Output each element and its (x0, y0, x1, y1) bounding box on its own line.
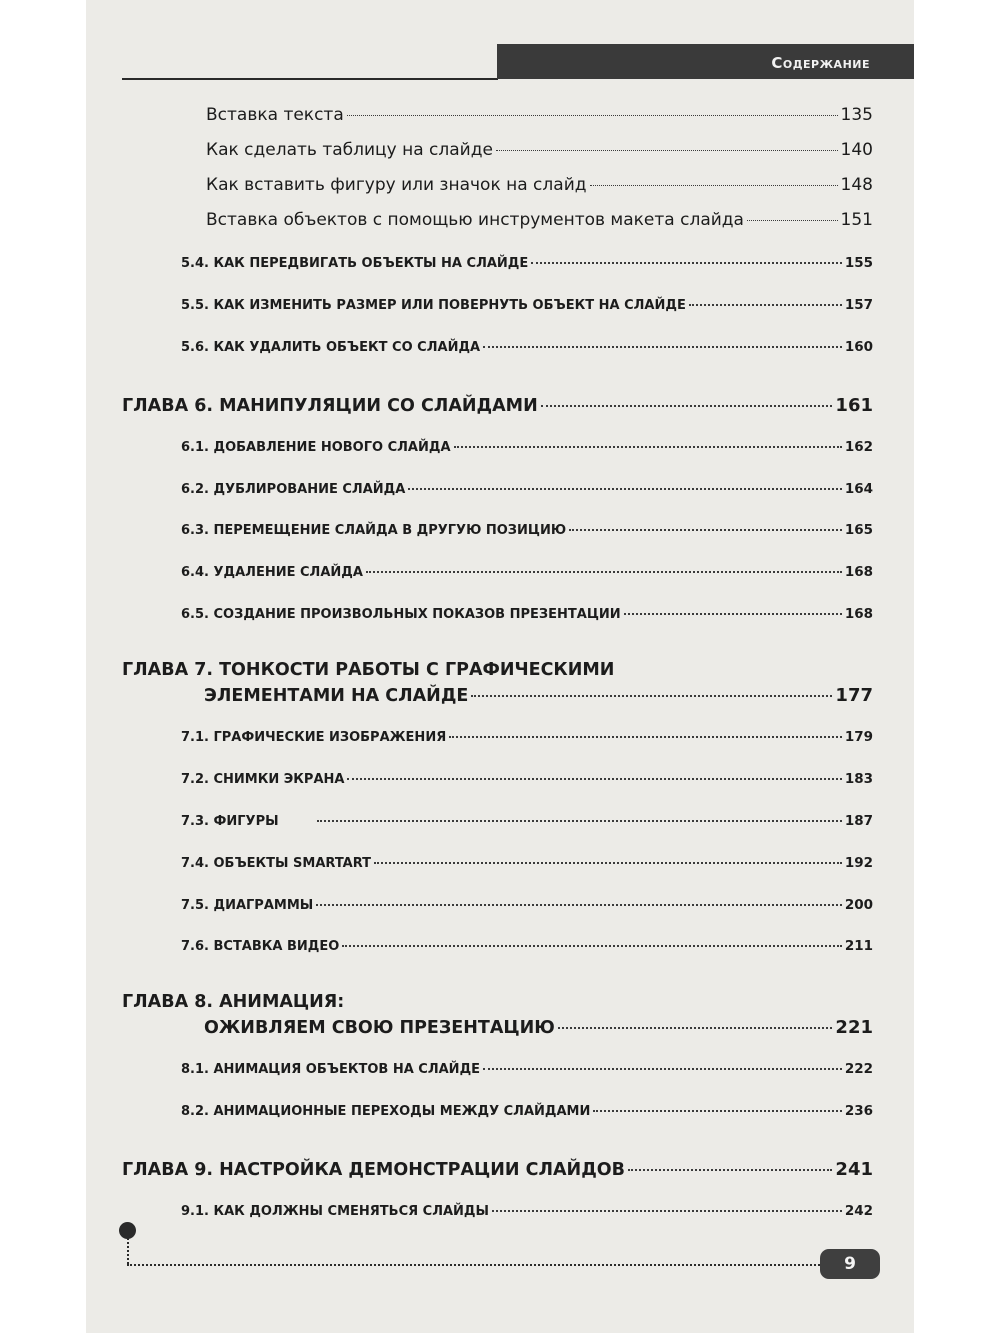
toc-section[interactable]: 8.1. АНИМАЦИЯ ОБЪЕКТОВ НА СЛАЙДЕ 222 (181, 1061, 873, 1077)
toc-section[interactable]: 6.4. УДАЛЕНИЕ СЛАЙДА 168 (181, 564, 873, 580)
toc-section[interactable]: 7.5. ДИАГРАММЫ 200 (181, 897, 873, 913)
toc-chapter[interactable]: ГЛАВА 9. НАСТРОЙКА ДЕМОНСТРАЦИИ СЛАЙДОВ 241 (122, 1159, 873, 1180)
toc-section[interactable]: 7.2. СНИМКИ ЭКРАНА 183 (181, 771, 873, 787)
toc-section[interactable]: 6.1. ДОБАВЛЕНИЕ НОВОГО СЛАЙДА 162 (181, 439, 873, 455)
toc-section[interactable]: 7.3. ФИГУРЫ 187 (181, 813, 873, 829)
toc-section[interactable]: 6.3. ПЕРЕМЕЩЕНИЕ СЛАЙДА В ДРУГУЮ ПОЗИЦИЮ 165 (181, 522, 873, 538)
toc-section[interactable]: 5.5. КАК ИЗМЕНИТЬ РАЗМЕР ИЛИ ПОВЕРНУТЬ ОБЪЕКТ НА СЛАЙДЕ 157 (181, 297, 873, 313)
toc-section[interactable]: 8.2. АНИМАЦИОННЫЕ ПЕРЕХОДЫ МЕЖДУ СЛАЙДАМИ 236 (181, 1103, 873, 1119)
toc-section[interactable]: 6.5. СОЗДАНИЕ ПРОИЗВОЛЬНЫХ ПОКАЗОВ ПРЕЗЕНТАЦИИ 168 (181, 606, 873, 622)
toc-section[interactable]: 7.1. ГРАФИЧЕСКИЕ ИЗОБРАЖЕНИЯ 179 (181, 729, 873, 745)
toc-section[interactable]: 7.4. ОБЪЕКТЫ SMARTART 192 (181, 855, 873, 871)
toc-section[interactable]: 6.2. ДУБЛИРОВАНИЕ СЛАЙДА 164 (181, 481, 873, 497)
toc-entry[interactable]: Вставка объектов с помощью инструментов макета слайда 151 (206, 210, 873, 230)
toc-chapter[interactable]: ЭЛЕМЕНТАМИ НА СЛАЙДЕ 177 (204, 685, 873, 706)
running-header-title: Содержание (771, 54, 870, 72)
toc-entry[interactable]: Как вставить фигуру или значок на слайд 148 (206, 175, 873, 195)
toc-chapter-title[interactable]: ГЛАВА 7. ТОНКОСТИ РАБОТЫ С ГРАФИЧЕСКИМИ (122, 660, 615, 680)
toc-section[interactable]: 5.4. КАК ПЕРЕДВИГАТЬ ОБЪЕКТЫ НА СЛАЙДЕ 155 (181, 255, 873, 271)
toc-section[interactable]: 7.6. ВСТАВКА ВИДЕО 211 (181, 938, 873, 954)
footer-bullet-icon (119, 1222, 136, 1239)
toc-section[interactable]: 9.1. КАК ДОЛЖНЫ СМЕНЯТЬСЯ СЛАЙДЫ 242 (181, 1203, 873, 1219)
page-number: 9 (820, 1249, 880, 1279)
toc-chapter[interactable]: ГЛАВА 6. МАНИПУЛЯЦИИ СО СЛАЙДАМИ 161 (122, 395, 873, 416)
toc-section[interactable]: 5.6. КАК УДАЛИТЬ ОБЪЕКТ СО СЛАЙДА 160 (181, 339, 873, 355)
toc-chapter[interactable]: ОЖИВЛЯЕМ СВОЮ ПРЕЗЕНТАЦИЮ 221 (204, 1017, 873, 1038)
toc-entry[interactable]: Вставка текста 135 (206, 105, 873, 125)
footer-dotted-line (127, 1238, 129, 1264)
toc-chapter-title[interactable]: ГЛАВА 8. АНИМАЦИЯ: (122, 992, 345, 1012)
footer-dotted-rule (127, 1264, 823, 1266)
toc-entry[interactable]: Как сделать таблицу на слайде 140 (206, 140, 873, 160)
